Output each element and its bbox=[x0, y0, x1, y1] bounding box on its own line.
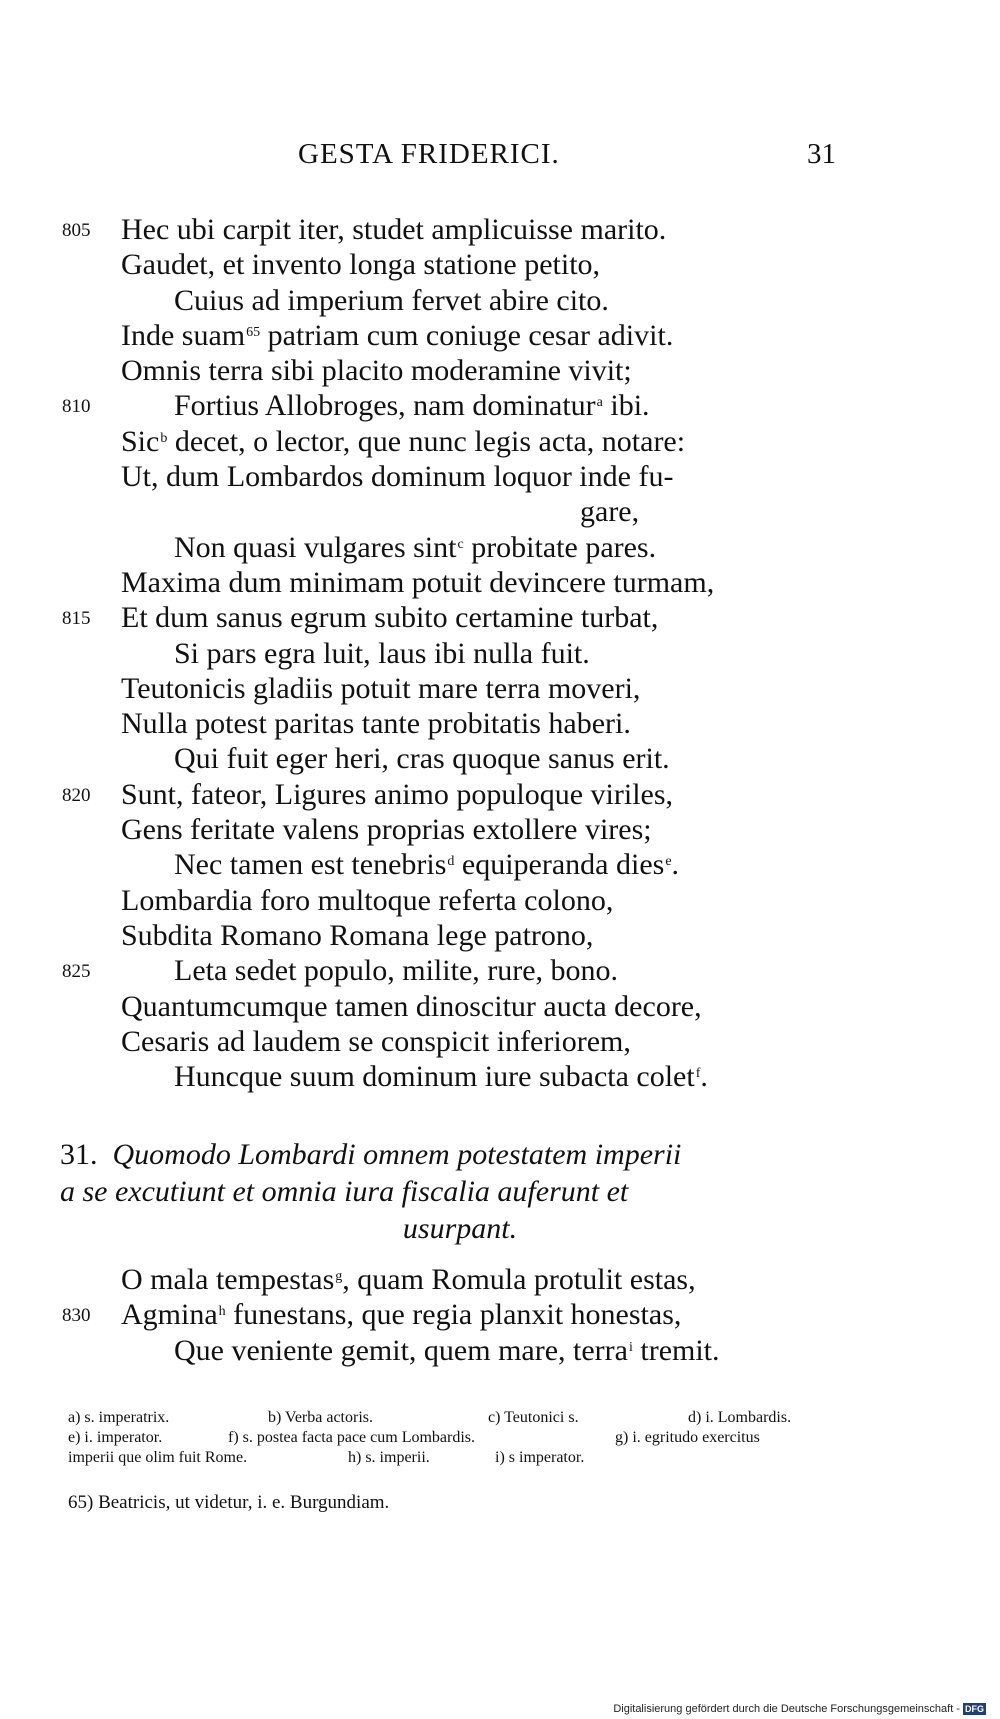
footnote: g) i. egritudo exercitus bbox=[615, 1429, 760, 1446]
verse-text bbox=[121, 1024, 631, 1059]
footnote-marker: c bbox=[457, 536, 464, 552]
footnote: e) i. imperator. bbox=[68, 1429, 163, 1446]
verse-fragment: Que veniente gemit, quem mare, terra bbox=[174, 1333, 628, 1367]
footnote-marker: h bbox=[218, 1304, 226, 1320]
verse-text bbox=[121, 1297, 681, 1332]
verse-text bbox=[121, 459, 673, 494]
verse-fragment: . bbox=[700, 1060, 708, 1094]
verse-line bbox=[0, 706, 1000, 741]
verse-text bbox=[174, 530, 656, 565]
verse-line bbox=[0, 1262, 1000, 1297]
verse-text bbox=[121, 706, 631, 741]
line-number: 815 bbox=[62, 608, 91, 630]
verse-text bbox=[174, 636, 590, 671]
verse-text bbox=[174, 953, 618, 988]
verse-text bbox=[121, 989, 702, 1024]
verse-line bbox=[0, 565, 1000, 600]
verse-fragment: Sic bbox=[121, 424, 160, 458]
verse-fragment: funestans, que regia planxit honestas, bbox=[225, 1298, 682, 1332]
verse-line bbox=[0, 212, 1000, 247]
chapter-title-line: Quomodo Lombardi omnem potestatem imperii bbox=[112, 1138, 682, 1171]
footnote-marker: f bbox=[695, 1066, 701, 1082]
verse-fragment: Sunt, fateor, Ligures animo populoque viriles, bbox=[121, 777, 674, 811]
verse-line bbox=[0, 989, 1000, 1024]
verse-fragment: Leta sedet populo, milite, rure, bono. bbox=[174, 954, 619, 988]
editor-note: 65) Beatricis, ut videtur, i. e. Burgundiam. bbox=[68, 1492, 390, 1513]
verse-line bbox=[0, 388, 1000, 423]
footnote: a) s. imperatrix. bbox=[68, 1409, 170, 1426]
verse-fragment: . bbox=[671, 848, 680, 882]
line-number: 805 bbox=[62, 220, 91, 241]
verse-line bbox=[0, 1297, 1000, 1332]
verse-fragment: Nec tamen est tenebris bbox=[174, 848, 447, 882]
verse-fragment: Ut, dum Lombardos dominum loquor inde fu- bbox=[121, 460, 674, 494]
verse-text bbox=[121, 247, 600, 282]
footnote-marker: e bbox=[665, 854, 672, 870]
verse-fragment: Hec ubi carpit iter, studet amplicuisse marito. bbox=[121, 213, 667, 246]
verse-fragment: Gens feritate valens proprias extollere vires; bbox=[121, 813, 652, 847]
footnote: c) Teutonici s. bbox=[488, 1409, 579, 1426]
line-number: 810 bbox=[62, 396, 91, 418]
verse-text bbox=[121, 600, 658, 635]
footnote: i) s imperator. bbox=[495, 1449, 585, 1466]
chapter-number: 31. bbox=[60, 1138, 98, 1171]
verse-fragment: Si pars egra luit, laus ibi nulla fuit. bbox=[174, 636, 590, 670]
verse-line bbox=[0, 883, 1000, 918]
line-number: 825 bbox=[62, 961, 91, 983]
verse-text bbox=[174, 1333, 720, 1368]
verse-text bbox=[121, 1262, 696, 1297]
verse-text bbox=[121, 883, 613, 918]
page-header bbox=[0, 138, 1000, 182]
footnote: imperii que olim fuit Rome. bbox=[68, 1449, 248, 1466]
footnote: d) i. Lombardis. bbox=[688, 1409, 792, 1426]
verse-text bbox=[174, 741, 670, 776]
verse-text bbox=[174, 283, 609, 318]
verse-line bbox=[0, 494, 1000, 529]
verse-line bbox=[0, 353, 1000, 388]
verse-text bbox=[174, 1059, 708, 1094]
verse-fragment: Et dum sanus egrum subito certamine turbat, bbox=[121, 601, 659, 635]
verse-line bbox=[0, 741, 1000, 776]
digitization-notice bbox=[613, 1703, 986, 1715]
verse-text bbox=[121, 918, 593, 953]
footnote: f) s. postea facta pace cum Lombardis. bbox=[228, 1429, 476, 1446]
verse-fragment: ibi. bbox=[602, 389, 650, 423]
verse-text bbox=[121, 424, 685, 459]
verse-text bbox=[121, 212, 666, 247]
page-number: 31 bbox=[807, 138, 836, 170]
verse-fragment: Lombardia foro multoque referta colono, bbox=[121, 883, 614, 917]
verse-text bbox=[121, 812, 652, 847]
verse-fragment: Quantumcumque tamen dinoscitur aucta decore, bbox=[121, 989, 702, 1023]
verse-fragment: probitate pares. bbox=[463, 530, 657, 564]
verse-fragment: tremit. bbox=[632, 1333, 720, 1367]
footnote-marker: d bbox=[447, 854, 455, 870]
running-title: GESTA FRIDERICI. bbox=[298, 138, 560, 170]
verse-line bbox=[0, 847, 1000, 882]
verse-text bbox=[174, 388, 650, 423]
verse-line bbox=[0, 777, 1000, 812]
verse-text bbox=[174, 847, 679, 882]
verse-line bbox=[0, 812, 1000, 847]
verse-fragment: Subdita Romano Romana lege patrono, bbox=[121, 918, 594, 952]
verse-line bbox=[0, 1333, 1000, 1368]
verse-fragment: patriam cum coniuge cesar adivit. bbox=[260, 318, 674, 352]
verse-fragment: equiperanda dies bbox=[454, 848, 665, 882]
verse-text bbox=[121, 318, 673, 353]
footnote: b) Verba actoris. bbox=[268, 1409, 373, 1426]
verse-line bbox=[0, 600, 1000, 635]
verse-text bbox=[121, 671, 640, 706]
verse-fragment: Cuius ad imperium fervet abire cito. bbox=[174, 283, 609, 317]
verse-fragment: Fortius Allobroges, nam dominatur bbox=[174, 389, 596, 423]
footnote-marker: 65 bbox=[246, 324, 261, 340]
verse-fragment: Non quasi vulgares sint bbox=[174, 530, 457, 564]
verse-fragment: O mala tempestas bbox=[121, 1263, 335, 1296]
digitization-text: Digitalisierung gefördert durch die Deutsche Forschungsgemeinschaft - bbox=[613, 1702, 960, 1715]
line-number: 820 bbox=[62, 784, 91, 806]
verse-fragment: Maxima dum minimam potuit devincere turmam, bbox=[121, 565, 715, 599]
verse-text bbox=[121, 565, 714, 600]
chapter-title-line: a se excutiunt et omnia iura fiscalia auferunt et bbox=[60, 1175, 629, 1208]
verse-line bbox=[0, 530, 1000, 565]
chapter-heading bbox=[60, 1136, 860, 1247]
verse-line bbox=[0, 1024, 1000, 1059]
verse-line bbox=[0, 247, 1000, 282]
verse-fragment: Cesaris ad laudem se conspicit inferiorem, bbox=[121, 1024, 631, 1058]
verse-fragment: gare, bbox=[580, 495, 640, 529]
footnote-marker: i bbox=[628, 1339, 633, 1355]
verse-line bbox=[0, 318, 1000, 353]
verse-fragment: Teutonicis gladiis potuit mare terra moveri, bbox=[121, 671, 641, 705]
verse-fragment: Nulla potest paritas tante probitatis haberi. bbox=[121, 707, 631, 741]
verse-fragment: , quam Romula protulit estas, bbox=[342, 1263, 696, 1296]
verse-line bbox=[0, 424, 1000, 459]
verse-text bbox=[580, 494, 639, 529]
footnote-marker: g bbox=[335, 1269, 343, 1284]
verse-block bbox=[0, 212, 1000, 1094]
verse-line bbox=[0, 671, 1000, 706]
verse-line bbox=[0, 283, 1000, 318]
verse-line bbox=[0, 636, 1000, 671]
footnote: h) s. imperii. bbox=[348, 1449, 430, 1466]
verse-fragment: Agmina bbox=[121, 1298, 218, 1332]
verse-fragment: decet, o lector, que nunc legis acta, notare: bbox=[167, 424, 686, 458]
chapter-title-line: usurpant. bbox=[402, 1212, 518, 1245]
verse-fragment: Huncque suum dominum iure subacta colet bbox=[174, 1060, 695, 1094]
verse-text bbox=[121, 777, 673, 812]
dfg-logo: DFG bbox=[965, 1704, 984, 1714]
verse-block bbox=[0, 1262, 1000, 1368]
verse-fragment: Omnis terra sibi placito moderamine vivit; bbox=[121, 354, 632, 388]
verse-line bbox=[0, 953, 1000, 988]
verse-text bbox=[121, 353, 632, 388]
footnote-marker: a bbox=[596, 395, 603, 411]
verse-fragment: Gaudet, et invento longa statione petito, bbox=[121, 248, 601, 282]
verse-fragment: Inde suam bbox=[121, 318, 246, 352]
verse-line bbox=[0, 1059, 1000, 1094]
footnotes bbox=[68, 1408, 858, 1468]
verse-line bbox=[0, 459, 1000, 494]
footnote-marker: b bbox=[160, 430, 168, 446]
verse-fragment: Qui fuit eger heri, cras quoque sanus erit. bbox=[174, 742, 670, 776]
line-number: 830 bbox=[62, 1305, 91, 1327]
verse-line bbox=[0, 918, 1000, 953]
